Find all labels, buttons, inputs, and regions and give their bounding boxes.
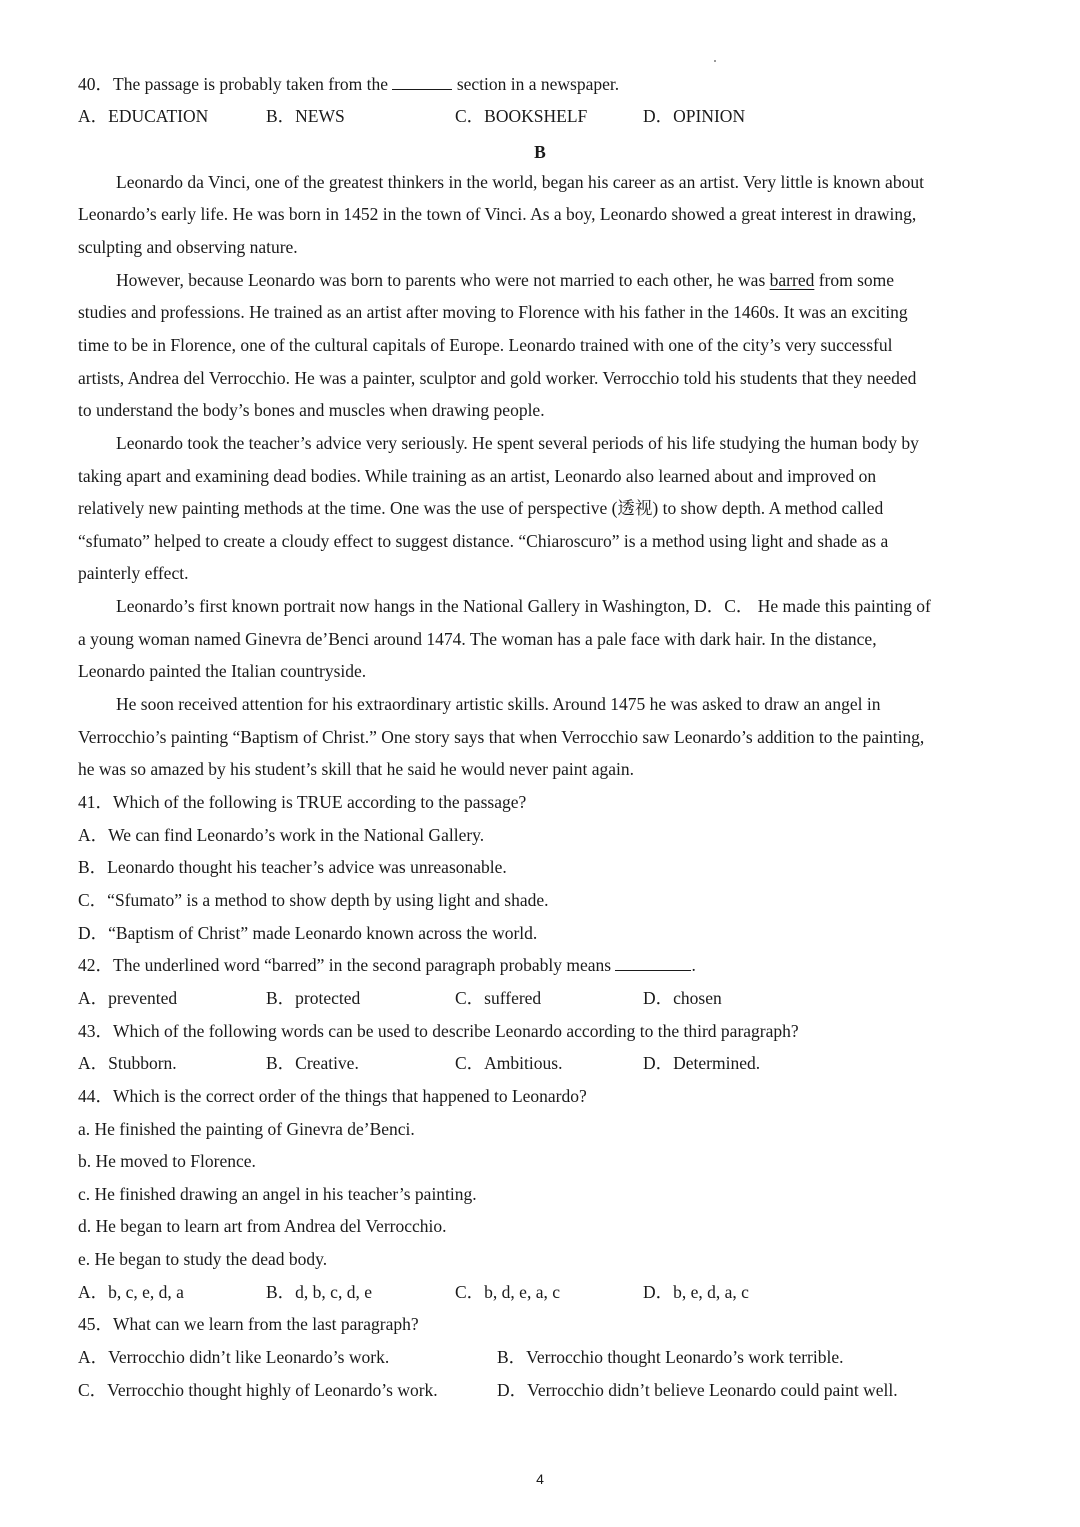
passage-p1-line3: sculpting and observing nature. (78, 237, 298, 257)
q44-event-a: a. He finished the painting of Ginevra de’Benci. (78, 1119, 415, 1139)
q45-option-b: B．Verrocchio thought Leonardo’s work terrible. (497, 1347, 844, 1367)
p2-line1-after: from some (814, 270, 895, 290)
q42-option-b: B．protected (266, 988, 361, 1008)
q42-stem (78, 954, 696, 976)
passage-p4-line1: Leonardo’s first known portrait now hangs in the National Gallery in Washington, D．C． He made this painting of (116, 596, 931, 616)
q45-stem: 45．What can we learn from the last paragraph? (78, 1314, 419, 1334)
q43-option-c: C．Ambitious. (455, 1053, 563, 1073)
q45-option-a: A．Verrocchio didn’t like Leonardo’s work. (78, 1347, 390, 1367)
q44-option-b: B．d, b, c, d, e (266, 1282, 372, 1302)
q43-option-b: B．Creative. (266, 1053, 359, 1073)
passage-p3-line1: Leonardo took the teacher’s advice very seriously. He spent several periods of his life studying the human body by (116, 433, 919, 453)
q43-stem: 43．Which of the following words can be used to describe Leonardo according to the third paragraph? (78, 1021, 799, 1041)
page-number: 4 (536, 1471, 544, 1487)
q40-stem (78, 73, 619, 95)
passage-p1-line2: Leonardo’s early life. He was born in 1452 in the town of Vinci. As a boy, Leonardo showed a great interest in drawing, (78, 204, 917, 224)
passage-p5-line3: he was so amazed by his student’s skill that he said he would never paint again. (78, 759, 634, 779)
q44-event-e: e. He began to study the dead body. (78, 1249, 328, 1269)
q45-option-c: C．Verrocchio thought highly of Leonardo’s work. (78, 1380, 438, 1400)
q43-option-d: D．Determined. (643, 1053, 761, 1073)
q44-stem: 44．Which is the correct order of the things that happened to Leonardo? (78, 1086, 587, 1106)
q43-option-a: A．Stubborn. (78, 1053, 177, 1073)
q44-option-a: A．b, c, e, d, a (78, 1282, 184, 1302)
q40-stem-after: section in a newspaper. (452, 74, 620, 94)
passage-p3-line2: taking apart and examining dead bodies. While training as an artist, Leonardo also learned about and improved on (78, 466, 877, 486)
q41-option-d: D．“Baptism of Christ” made Leonardo known across the world. (78, 923, 538, 943)
section-title: B (534, 142, 546, 162)
q44-option-c: C．b, d, e, a, c (455, 1282, 560, 1302)
q41-option-c: C．“Sfumato” is a method to show depth by using light and shade. (78, 890, 549, 910)
q41-option-a: A．We can find Leonardo’s work in the National Gallery. (78, 825, 485, 845)
passage-p2-line5: to understand the body’s bones and muscles when drawing people. (78, 400, 545, 420)
q42-option-c: C．suffered (455, 988, 542, 1008)
passage-p3-line3: relatively new painting methods at the time. One was the use of perspective (透视) to show depth. A method called (78, 498, 884, 518)
q44-option-d: D．b, e, d, a, c (643, 1282, 749, 1302)
q40-option-b: B．NEWS (266, 106, 345, 126)
q42-stem-before: 42．The underlined word “barred” in the second paragraph probably means (78, 955, 616, 975)
q40-option-a: A．EDUCATION (78, 106, 209, 126)
q40-option-d: D．OPINION (643, 106, 746, 126)
passage-p4-line3: Leonardo painted the Italian countryside. (78, 661, 367, 681)
passage-p2-line1 (116, 269, 894, 291)
q44-event-c: c. He finished drawing an angel in his teacher’s painting. (78, 1184, 477, 1204)
q42-stem-after: . (691, 955, 696, 975)
q44-event-d: d. He began to learn art from Andrea del Verrocchio. (78, 1216, 447, 1236)
passage-p1-line1: Leonardo da Vinci, one of the greatest thinkers in the world, began his career as an artist. Very little is known about (116, 172, 924, 192)
passage-p2-line4: artists, Andrea del Verrocchio. He was a painter, sculptor and gold worker. Verrocchio told his students that they needed (78, 368, 917, 388)
passage-p5-line1: He soon received attention for his extraordinary artistic skills. Around 1475 he was asked to draw an angel in (116, 694, 881, 714)
q42-option-a: A．prevented (78, 988, 178, 1008)
passage-p2-line3: time to be in Florence, one of the cultural capitals of Europe. Leonardo trained with one of the city’s very successful (78, 335, 893, 355)
q44-event-b: b. He moved to Florence. (78, 1151, 256, 1171)
q41-option-b: B．Leonardo thought his teacher’s advice was unreasonable. (78, 857, 507, 877)
passage-p4-line2: a young woman named Ginevra de’Benci around 1474. The woman has a pale face with dark hair. In the distance, (78, 629, 877, 649)
passage-p2-line2: studies and professions. He trained as an artist after moving to Florence with his father in the 1460s. It was an exciting (78, 302, 908, 322)
passage-p3-line4: “sfumato” helped to create a cloudy effect to suggest distance. “Chiaroscuro” is a method using light and shade as a (78, 531, 889, 551)
passage-p5-line2: Verrocchio’s painting “Baptism of Christ.” One story says that when Verrocchio saw Leonardo’s addition to the painting, (78, 727, 925, 747)
q45-option-d: D．Verrocchio didn’t believe Leonardo could paint well. (497, 1380, 898, 1400)
scan-speck (714, 60, 716, 62)
q40-blank (392, 75, 452, 90)
q40-stem-before: 40．The passage is probably taken from the (78, 74, 393, 94)
q40-option-c: C．BOOKSHELF (455, 106, 588, 126)
q42-option-d: D．chosen (643, 988, 722, 1008)
p2-line1-before: However, because Leonardo was born to parents who were not married to each other, he was (116, 270, 770, 290)
q42-blank (615, 956, 691, 971)
passage-p3-line5: painterly effect. (78, 563, 189, 583)
underlined-word-barred: barred (769, 270, 815, 290)
q41-stem: 41．Which of the following is TRUE according to the passage? (78, 792, 527, 812)
